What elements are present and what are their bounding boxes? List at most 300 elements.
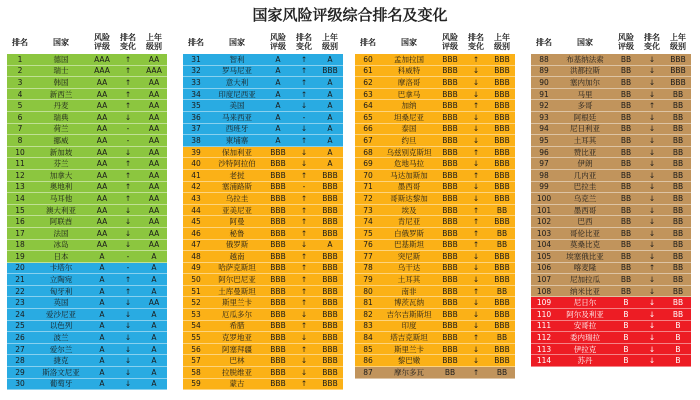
cell-risk: BBB: [442, 112, 458, 122]
cell-rank: 64: [363, 101, 373, 111]
table-row: [7, 309, 167, 321]
cell-country: 哥斯达黎加: [390, 193, 428, 203]
cell-rank: 38: [191, 135, 201, 145]
cell-country: 阿曼: [229, 217, 245, 227]
cell-prev: BB: [672, 298, 684, 308]
cell-risk: AAA: [94, 54, 110, 64]
cell-country: 乌兹别克斯坦: [386, 147, 432, 157]
cell-risk: BBB: [270, 321, 286, 331]
cell-country: 澳大利亚: [46, 205, 76, 215]
cell-country: 印度: [401, 321, 417, 331]
cell-country: 伊朗: [577, 159, 593, 169]
table-row: [183, 216, 343, 228]
cell-prev: BBB: [494, 66, 510, 76]
cell-country: 阿塞拜疆: [222, 344, 252, 354]
cell-prev: AA: [148, 54, 160, 64]
cell-risk: BBB: [270, 298, 286, 308]
cell-country: 加拿大: [49, 170, 73, 180]
cell-risk: BBB: [270, 228, 286, 238]
cell-rank: 105: [536, 251, 552, 261]
table-row: [355, 100, 515, 112]
cell-risk: AA: [96, 89, 108, 99]
cell-change: ↑: [300, 228, 308, 238]
header-prev: 上年 级别: [322, 33, 338, 51]
table-row: [183, 124, 343, 136]
cell-prev: AA: [148, 159, 160, 169]
cell-prev: AA: [148, 101, 160, 111]
cell-country: 巴西: [577, 217, 593, 227]
cell-change: ↑: [300, 379, 308, 389]
cell-risk: BBB: [442, 147, 458, 157]
cell-change: ↓: [300, 159, 308, 169]
header-risk: 风险 评级: [442, 33, 458, 51]
cell-risk: AA: [96, 170, 108, 180]
table-body: [7, 54, 167, 390]
cell-country: 安哥拉: [573, 321, 597, 331]
cell-rank: 114: [536, 356, 552, 366]
table-body: [531, 54, 691, 367]
cell-rank: 102: [536, 217, 552, 227]
table-row: [183, 297, 343, 309]
cell-rank: 40: [191, 159, 201, 169]
cell-change: ↑: [124, 54, 132, 64]
cell-risk: A: [99, 251, 105, 261]
cell-rank: 110: [536, 309, 552, 319]
cell-risk: BBB: [270, 275, 286, 285]
cell-country: 墨西哥: [573, 205, 597, 215]
cell-change: ↓: [648, 193, 656, 203]
cell-country: 阿联酋: [49, 217, 73, 227]
cell-change: ↑: [300, 298, 308, 308]
table-row: [355, 89, 515, 101]
cell-rank: 48: [191, 251, 201, 261]
cell-country: 塞内加尔: [570, 77, 600, 87]
cell-change: -: [302, 182, 306, 192]
cell-risk: BB: [620, 89, 632, 99]
ranking-panel-2: [183, 32, 343, 390]
cell-rank: 97: [539, 159, 549, 169]
cell-prev: A: [151, 344, 157, 354]
cell-change: ↑: [300, 54, 308, 64]
cell-country: 荷兰: [53, 124, 69, 134]
table-body: [183, 54, 343, 390]
table-row: [183, 263, 343, 275]
cell-rank: 108: [536, 286, 552, 296]
cell-risk: BBB: [442, 309, 458, 319]
cell-rank: 73: [363, 205, 373, 215]
cell-risk: AA: [96, 217, 108, 227]
cell-change: ↑: [300, 286, 308, 296]
cell-risk: A: [99, 367, 105, 377]
cell-rank: 63: [363, 89, 373, 99]
table-row: [531, 228, 691, 240]
cell-country: 坦桑尼亚: [394, 112, 424, 122]
cell-change: ↑: [124, 275, 132, 285]
cell-prev: BB: [672, 205, 684, 215]
table-body: [355, 54, 515, 379]
cell-change: ↑: [648, 263, 656, 273]
cell-risk: BB: [620, 66, 632, 76]
cell-risk: AA: [96, 182, 108, 192]
cell-change: ↑: [300, 251, 308, 261]
cell-risk: BBB: [270, 379, 286, 389]
cell-change: ↓: [124, 298, 132, 308]
cell-risk: BB: [620, 182, 632, 192]
table-row: [355, 182, 515, 194]
cell-prev: BB: [672, 101, 684, 111]
cell-country: 新加坡: [49, 147, 73, 157]
table-row: [531, 205, 691, 217]
cell-prev: AA: [148, 193, 160, 203]
cell-risk: BB: [620, 217, 632, 227]
table-row: [531, 158, 691, 170]
cell-change: ↓: [648, 159, 656, 169]
cell-country: 尼日利亚: [570, 124, 600, 134]
table-row: [7, 321, 167, 333]
table-row: [531, 66, 691, 78]
cell-prev: BB: [672, 135, 684, 145]
cell-prev: BBB: [494, 217, 510, 227]
table-row: [531, 321, 691, 333]
table-row: [7, 228, 167, 240]
cell-change: ↓: [300, 367, 308, 377]
cell-rank: 61: [363, 66, 373, 76]
cell-change: ↓: [648, 77, 656, 87]
cell-country: 希腊: [229, 321, 245, 331]
cell-risk: B: [623, 333, 629, 343]
cell-rank: 16: [15, 217, 25, 227]
cell-prev: BB: [672, 147, 684, 157]
cell-prev: BBB: [322, 379, 338, 389]
cell-country: 意大利: [225, 77, 249, 87]
cell-rank: 91: [539, 89, 549, 99]
cell-change: ↑: [124, 159, 132, 169]
cell-country: 韩国: [53, 77, 69, 87]
cell-prev: AA: [148, 147, 160, 157]
cell-change: ↓: [648, 228, 656, 238]
cell-prev: BB: [672, 251, 684, 261]
cell-change: ↑: [300, 170, 308, 180]
table-row: [355, 66, 515, 78]
cell-change: ↓: [124, 356, 132, 366]
table-row: [355, 216, 515, 228]
table-row: [183, 274, 343, 286]
header-prev: 上年 级别: [670, 33, 686, 51]
cell-change: ↓: [124, 379, 132, 389]
cell-rank: 92: [539, 101, 549, 111]
cell-prev: B: [675, 321, 681, 331]
table-row: [7, 379, 167, 391]
cell-change: ↑: [472, 205, 480, 215]
cell-rank: 35: [191, 101, 201, 111]
cell-change: ↓: [472, 309, 480, 319]
cell-country: 墨西哥: [397, 182, 421, 192]
cell-country: 爱尔兰: [49, 344, 73, 354]
table-row: [355, 147, 515, 159]
table-row: [355, 297, 515, 309]
cell-country: 捷克: [53, 356, 69, 366]
cell-prev: BBB: [494, 182, 510, 192]
cell-prev: BBB: [494, 54, 510, 64]
cell-country: 土耳其: [573, 135, 597, 145]
cell-risk: BB: [620, 77, 632, 87]
cell-prev: BBB: [322, 66, 338, 76]
cell-rank: 103: [536, 228, 552, 238]
table-row: [355, 228, 515, 240]
cell-change: ↓: [472, 356, 480, 366]
cell-rank: 95: [539, 135, 549, 145]
table-header: [183, 32, 343, 52]
cell-rank: 104: [536, 240, 552, 250]
table-row: [355, 112, 515, 124]
cell-prev: BB: [672, 89, 684, 99]
cell-country: 哥伦比亚: [570, 228, 600, 238]
cell-rank: 80: [363, 286, 373, 296]
cell-change: ↑: [300, 135, 308, 145]
cell-rank: 3: [17, 77, 23, 87]
cell-change: ↑: [472, 240, 480, 250]
cell-risk: BBB: [442, 182, 458, 192]
cell-country: 冰岛: [53, 240, 69, 250]
cell-country: 德国: [53, 54, 69, 64]
cell-rank: 41: [191, 170, 201, 180]
cell-country: 沙特阿拉伯: [218, 159, 256, 169]
cell-rank: 79: [363, 275, 373, 285]
cell-prev: A: [327, 101, 333, 111]
table-row: [183, 147, 343, 159]
cell-risk: BBB: [442, 356, 458, 366]
cell-risk: AAA: [94, 66, 110, 76]
cell-rank: 23: [15, 298, 25, 308]
table-row: [7, 263, 167, 275]
cell-risk: AA: [96, 240, 108, 250]
cell-rank: 76: [363, 240, 373, 250]
cell-risk: BBB: [270, 147, 286, 157]
cell-prev: A: [151, 367, 157, 377]
ranking-panel-3: [355, 32, 515, 379]
table-row: [7, 170, 167, 182]
cell-prev: AA: [148, 240, 160, 250]
cell-risk: BBB: [270, 309, 286, 319]
cell-rank: 77: [363, 251, 373, 261]
cell-risk: BB: [620, 101, 632, 111]
cell-change: ↓: [648, 170, 656, 180]
cell-country: 马里: [577, 89, 593, 99]
cell-risk: BBB: [442, 333, 458, 343]
cell-country: 立陶宛: [49, 275, 73, 285]
cell-rank: 14: [15, 193, 25, 203]
cell-country: 克罗地亚: [222, 333, 252, 343]
cell-prev: AA: [148, 298, 160, 308]
table-row: [183, 321, 343, 333]
cell-change: ↑: [472, 286, 480, 296]
cell-country: 瑞典: [53, 112, 69, 122]
cell-prev: A: [327, 159, 333, 169]
cell-prev: AA: [148, 124, 160, 134]
cell-change: ↑: [124, 101, 132, 111]
cell-risk: BBB: [270, 333, 286, 343]
cell-risk: BBB: [442, 135, 458, 145]
cell-risk: A: [99, 333, 105, 343]
table-row: [7, 274, 167, 286]
cell-change: ↓: [472, 193, 480, 203]
cell-country: 伊拉克: [573, 344, 597, 354]
cell-risk: AA: [96, 101, 108, 111]
cell-rank: 44: [191, 205, 201, 215]
cell-risk: BBB: [442, 286, 458, 296]
table-row: [531, 344, 691, 356]
cell-change: ↓: [648, 286, 656, 296]
cell-rank: 2: [17, 66, 23, 76]
cell-change: ↓: [472, 77, 480, 87]
table-row: [7, 100, 167, 112]
cell-country: 巴拿马: [397, 89, 421, 99]
cell-country: 泰国: [401, 124, 417, 134]
cell-rank: 28: [15, 356, 25, 366]
table-row: [531, 100, 691, 112]
cell-change: ↑: [124, 182, 132, 192]
cell-change: ↓: [472, 159, 480, 169]
cell-prev: BB: [672, 286, 684, 296]
cell-rank: 94: [539, 124, 549, 134]
cell-risk: A: [99, 379, 105, 389]
cell-risk: BBB: [442, 263, 458, 273]
cell-rank: 57: [191, 356, 201, 366]
cell-risk: A: [99, 263, 105, 273]
cell-prev: BBB: [494, 135, 510, 145]
cell-risk: BBB: [442, 89, 458, 99]
cell-prev: BBB: [322, 205, 338, 215]
cell-country: 赞比亚: [573, 147, 597, 157]
cell-change: ↓: [648, 112, 656, 122]
table-row: [355, 124, 515, 136]
table-row: [355, 367, 515, 379]
table-row: [531, 240, 691, 252]
table-row: [183, 379, 343, 391]
cell-change: ↑: [472, 367, 480, 377]
cell-risk: BB: [620, 135, 632, 145]
cell-rank: 86: [363, 356, 373, 366]
table-row: [7, 182, 167, 194]
cell-country: 纳米比亚: [570, 286, 600, 296]
cell-change: ↑: [300, 263, 308, 273]
cell-country: 新西兰: [49, 89, 73, 99]
cell-prev: BBB: [322, 193, 338, 203]
table-row: [183, 367, 343, 379]
cell-country: 巴林: [229, 356, 245, 366]
table-row: [183, 135, 343, 147]
cell-country: 斯洛文尼亚: [42, 367, 80, 377]
table-row: [531, 286, 691, 298]
cell-rank: 50: [191, 275, 201, 285]
cell-change: ↓: [648, 135, 656, 145]
cell-country: 白俄罗斯: [394, 228, 424, 238]
cell-risk: BBB: [270, 240, 286, 250]
cell-prev: B: [675, 356, 681, 366]
cell-risk: BBB: [442, 251, 458, 261]
cell-country: 莫桑比克: [570, 240, 600, 250]
cell-rank: 13: [15, 182, 25, 192]
cell-prev: BB: [496, 205, 508, 215]
cell-country: 越南: [229, 251, 245, 261]
cell-change: ↑: [472, 228, 480, 238]
cell-change: ↓: [472, 135, 480, 145]
header-rank: 排名: [188, 37, 204, 47]
cell-rank: 74: [363, 217, 373, 227]
table-row: [7, 286, 167, 298]
cell-prev: AA: [148, 112, 160, 122]
table-row: [355, 135, 515, 147]
cell-prev: BBB: [670, 66, 686, 76]
cell-prev: BBB: [322, 367, 338, 377]
table-row: [183, 77, 343, 89]
cell-country: 斯里兰卡: [394, 344, 424, 354]
cell-risk: A: [275, 66, 281, 76]
table-row: [7, 112, 167, 124]
table-row: [7, 355, 167, 367]
cell-change: ↓: [124, 333, 132, 343]
table-row: [183, 355, 343, 367]
table-row: [183, 182, 343, 194]
cell-prev: AA: [148, 182, 160, 192]
cell-prev: BB: [672, 240, 684, 250]
cell-country: 南非: [401, 286, 417, 296]
cell-risk: BBB: [442, 321, 458, 331]
cell-rank: 51: [191, 286, 201, 296]
cell-prev: BBB: [322, 170, 338, 180]
cell-rank: 21: [15, 275, 25, 285]
cell-change: ↓: [300, 309, 308, 319]
cell-prev: A: [327, 124, 333, 134]
cell-rank: 67: [363, 135, 373, 145]
cell-prev: AA: [148, 77, 160, 87]
table-row: [355, 170, 515, 182]
cell-rank: 4: [17, 89, 23, 99]
cell-risk: BB: [620, 193, 632, 203]
cell-prev: BBB: [494, 112, 510, 122]
cell-change: ↓: [124, 147, 132, 157]
cell-country: 加纳: [401, 101, 417, 111]
cell-change: ↓: [472, 263, 480, 273]
header-rank: 排名: [536, 37, 552, 47]
table-row: [355, 355, 515, 367]
cell-change: ↑: [124, 66, 132, 76]
table-row: [531, 147, 691, 159]
cell-prev: BBB: [670, 77, 686, 87]
cell-rank: 72: [363, 193, 373, 203]
cell-prev: BBB: [494, 298, 510, 308]
cell-country: 法国: [53, 228, 69, 238]
cell-risk: BBB: [270, 263, 286, 273]
cell-prev: A: [151, 379, 157, 389]
cell-rank: 65: [363, 112, 373, 122]
cell-prev: BBB: [322, 275, 338, 285]
cell-change: ↓: [124, 217, 132, 227]
cell-prev: BB: [496, 228, 508, 238]
cell-country: 拉脱维亚: [222, 367, 252, 377]
cell-country: 摩洛哥: [397, 77, 421, 87]
cell-risk: BBB: [442, 205, 458, 215]
cell-change: -: [126, 135, 130, 145]
table-row: [7, 135, 167, 147]
cell-prev: A: [151, 309, 157, 319]
cell-risk: BBB: [270, 217, 286, 227]
cell-risk: AA: [96, 228, 108, 238]
table-row: [7, 124, 167, 136]
cell-risk: B: [623, 298, 629, 308]
cell-change: ↓: [648, 217, 656, 227]
cell-prev: BBB: [494, 77, 510, 87]
